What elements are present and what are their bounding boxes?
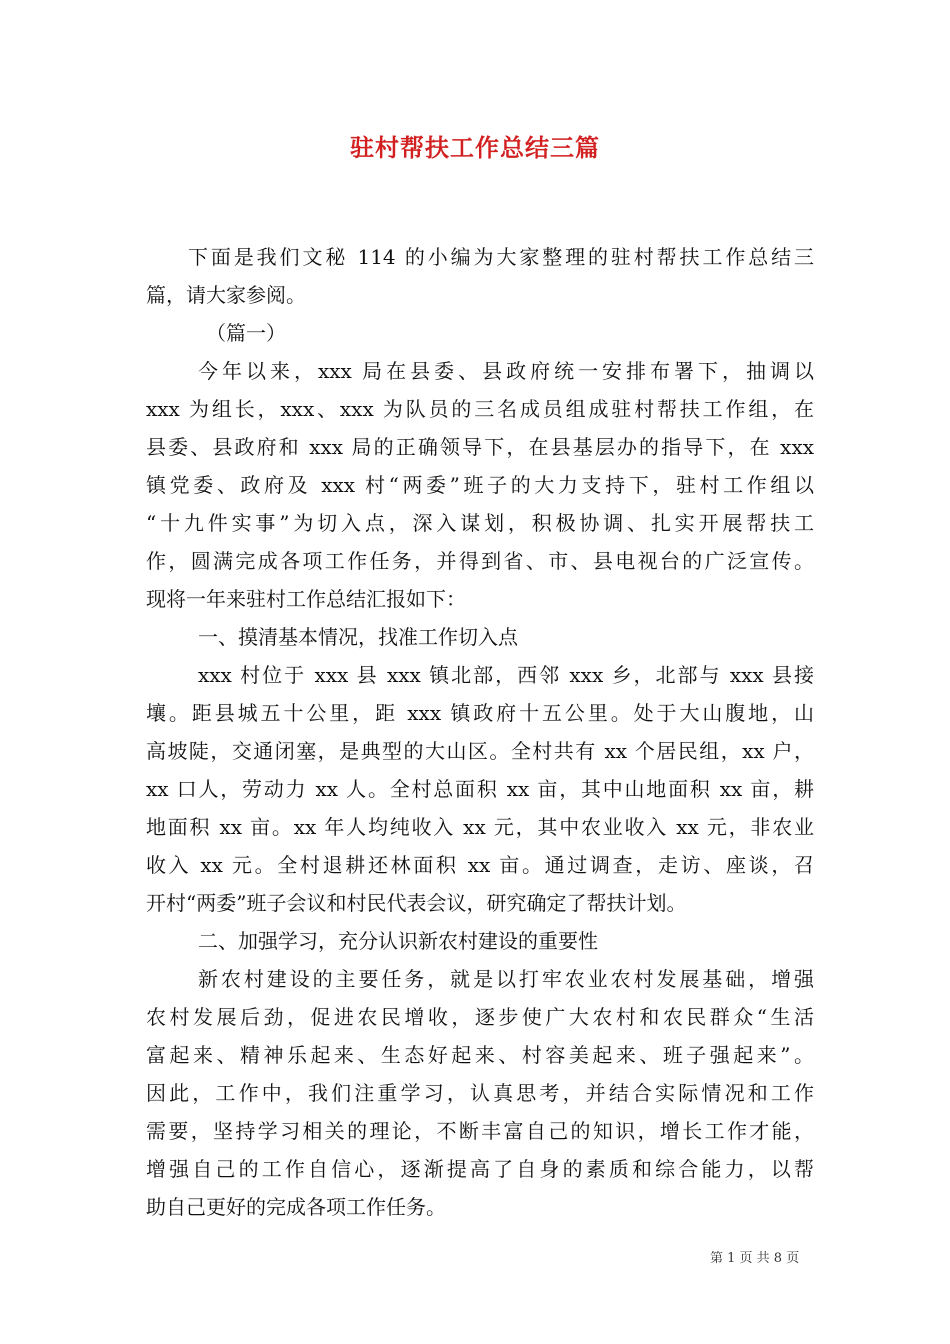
body-line: 农村发展后劲，促进农民增收，逐步使广大农村和农民群众“生活: [146, 1005, 814, 1029]
body-line: 一、摸清基本情况，找准工作切入点: [198, 625, 518, 649]
body-line: xx 口人，劳动力 xx 人。全村总面积 xx 亩，其中山地面积 xx 亩，耕: [146, 777, 814, 801]
body-line: （篇一）: [206, 321, 286, 345]
body-line: 开村“两委”班子会议和村民代表会议，研究确定了帮扶计划。: [146, 891, 687, 915]
body-line: “十九件实事”为切入点，深入谋划，积极协调、扎实开展帮扶工: [146, 511, 814, 535]
body-line: xxx 村位于 xxx 县 xxx 镇北部，西邻 xxx 乡，北部与 xxx 县接: [198, 663, 814, 687]
body-line: 今年以来，xxx 局在县委、县政府统一安排布署下，抽调以: [198, 359, 814, 383]
body-line: 篇，请大家参阅。: [146, 283, 306, 307]
document-title: 驻村帮扶工作总结三篇: [350, 133, 600, 162]
body-line: 镇党委、政府及 xxx 村“两委”班子的大力支持下，驻村工作组以: [146, 473, 814, 497]
body-line: 地面积 xx 亩。xx 年人均纯收入 xx 元，其中农业收入 xx 元，非农业: [146, 815, 814, 839]
body-line: 新农村建设的主要任务，就是以打牢农业农村发展基础，增强: [198, 967, 814, 991]
body-line: 增强自己的工作自信心，逐渐提高了自身的素质和综合能力，以帮: [146, 1157, 814, 1181]
body-line: 现将一年来驻村工作总结汇报如下：: [146, 587, 466, 611]
body-line: xxx 为组长，xxx、xxx 为队员的三名成员组成驻村帮扶工作组，在: [146, 397, 814, 421]
body-line: 壤。距县城五十公里，距 xxx 镇政府十五公里。处于大山腹地，山: [146, 701, 814, 725]
body-line: 高坡陡，交通闭塞，是典型的大山区。全村共有 xx 个居民组，xx 户，: [146, 739, 814, 763]
body-line: 助自己更好的完成各项工作任务。: [146, 1195, 446, 1219]
page-footer: 第 1 页 共 8 页: [710, 1251, 800, 1266]
body-line: 需要，坚持学习相关的理论，不断丰富自己的知识，增长工作才能，: [146, 1119, 814, 1143]
document-body: [146, 238, 814, 1226]
body-line: 作，圆满完成各项工作任务，并得到省、市、县电视台的广泛宣传。: [146, 549, 814, 573]
body-line: 二、加强学习，充分认识新农村建设的重要性: [198, 929, 598, 953]
body-line: 富起来、精神乐起来、生态好起来、村容美起来、班子强起来”。: [146, 1043, 814, 1067]
body-line: 下面是我们文秘 114 的小编为大家整理的驻村帮扶工作总结三: [188, 245, 814, 269]
body-line: 县委、县政府和 xxx 局的正确领导下，在县基层办的指导下，在 xxx: [146, 435, 814, 459]
body-line: 收入 xx 元。全村退耕还林面积 xx 亩。通过调查，走访、座谈，召: [146, 853, 814, 877]
body-line: 因此，工作中，我们注重学习，认真思考，并结合实际情况和工作: [146, 1081, 814, 1105]
